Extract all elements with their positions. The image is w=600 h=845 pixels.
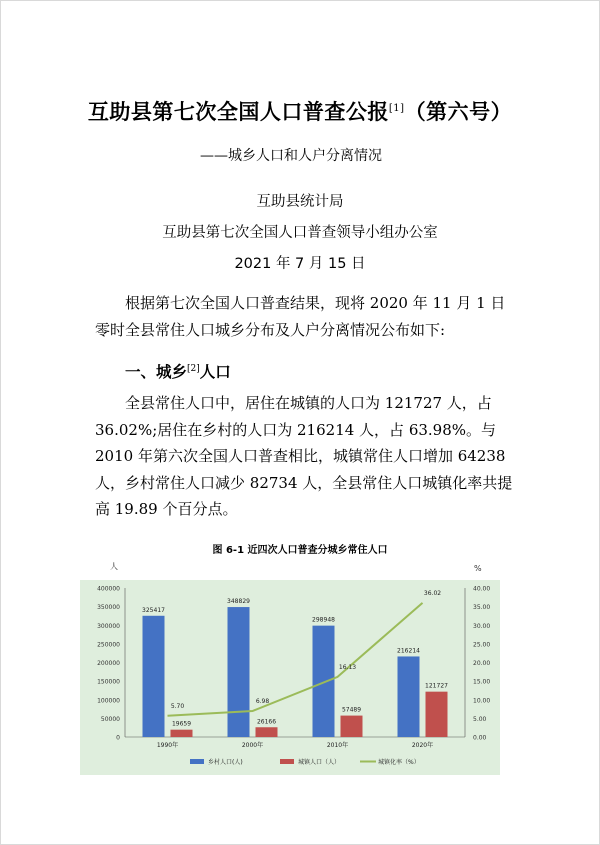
x-tick-label: 2000年	[241, 742, 264, 749]
bar-urban	[426, 692, 448, 737]
line-point-label: 36.02	[423, 589, 442, 597]
legend-label: 乡村人口(人)	[208, 759, 243, 766]
bar-rural-label: 298948	[312, 616, 335, 624]
bar-rural	[143, 616, 165, 737]
y-tick-label: 100000	[97, 697, 120, 705]
x-tick-label: 2010年	[326, 742, 349, 749]
y2-tick-label: 5.00	[473, 715, 487, 723]
y-tick-label: 0	[116, 734, 120, 742]
bar-rural	[398, 656, 420, 737]
y-tick-label: 300000	[97, 622, 120, 630]
org-bureau: 互助县统计局	[256, 194, 344, 210]
line-point-label: 5.70	[170, 702, 185, 710]
line-point-label: 16.13	[338, 663, 357, 671]
population-chart	[80, 555, 500, 775]
bar-urban-label: 121727	[425, 682, 448, 690]
legend-swatch	[190, 759, 204, 764]
bar-rural	[313, 626, 335, 737]
page-subtitle: ——城乡人口和人户分离情况	[200, 148, 382, 164]
y2-tick-label: 0.00	[473, 734, 487, 742]
y-tick-label: 400000	[97, 585, 120, 593]
y-axis-unit: 人	[110, 562, 118, 571]
legend-label: 城镇人口（人）	[298, 759, 341, 766]
bar-urban-label: 26166	[256, 718, 277, 726]
y2-tick-label: 10.00	[473, 697, 491, 705]
chart-title: 图 6-1 近四次人口普查分城乡常住人口	[212, 545, 388, 556]
bar-rural-label: 216214	[397, 647, 420, 655]
bar-urban-label: 19659	[171, 720, 192, 728]
bar-urban	[341, 716, 363, 737]
body-paragraph: 全县常住人口中，居住在城镇的人口为 121727 人，占 36.02%;居住在乡村的人口为 216214 人，占 63.98%。与 2010 年第六次全国人口普查相比，城镇常住人口增加 64238 人，乡村常住人口减少 82734 人，全县常住人口城镇化率共提高 19.89 个百分点。	[95, 394, 513, 518]
y-tick-label: 250000	[97, 641, 120, 649]
y-tick-label: 150000	[97, 678, 120, 686]
y2-tick-label: 40.00	[473, 585, 491, 593]
y2-tick-label: 35.00	[473, 604, 491, 612]
line-point-label: 6.98	[255, 697, 270, 705]
bar-urban	[256, 727, 278, 737]
bar-rural-label: 348829	[227, 598, 250, 606]
legend-swatch	[280, 759, 294, 764]
intro-paragraph: 根据第七次全国人口普查结果，现将 2020 年 11 月 1 日零时全县常住人口城乡分布及人户分离情况公布如下:	[95, 294, 506, 339]
bar-rural	[228, 607, 250, 737]
y-tick-label: 200000	[97, 660, 120, 667]
y-tick-label: 350000	[97, 604, 120, 612]
y2-tick-label: 25.00	[473, 641, 491, 649]
x-tick-label: 2020年	[411, 742, 434, 749]
y2-tick-label: 20.00	[473, 660, 491, 667]
section-heading: 一、城乡[2]人口	[125, 362, 231, 381]
org-office: 互助县第七次全国人口普查领导小组办公室	[162, 225, 438, 241]
y2-tick-label: 15.00	[473, 678, 491, 686]
bar-urban	[171, 730, 193, 737]
page-title: 互助县第七次全国人口普查公报[1]（第六号）	[87, 99, 513, 124]
y2-axis-unit: %	[474, 564, 482, 573]
y-tick-label: 50000	[100, 715, 120, 723]
x-tick-label: 1990年	[156, 742, 179, 749]
bar-urban-label: 57489	[341, 706, 362, 714]
publish-date: 2021 年 7 月 15 日	[234, 256, 366, 272]
legend-label: 城镇化率（%）	[378, 759, 420, 766]
y2-tick-label: 30.00	[473, 622, 491, 630]
bar-rural-label: 325417	[142, 606, 165, 614]
